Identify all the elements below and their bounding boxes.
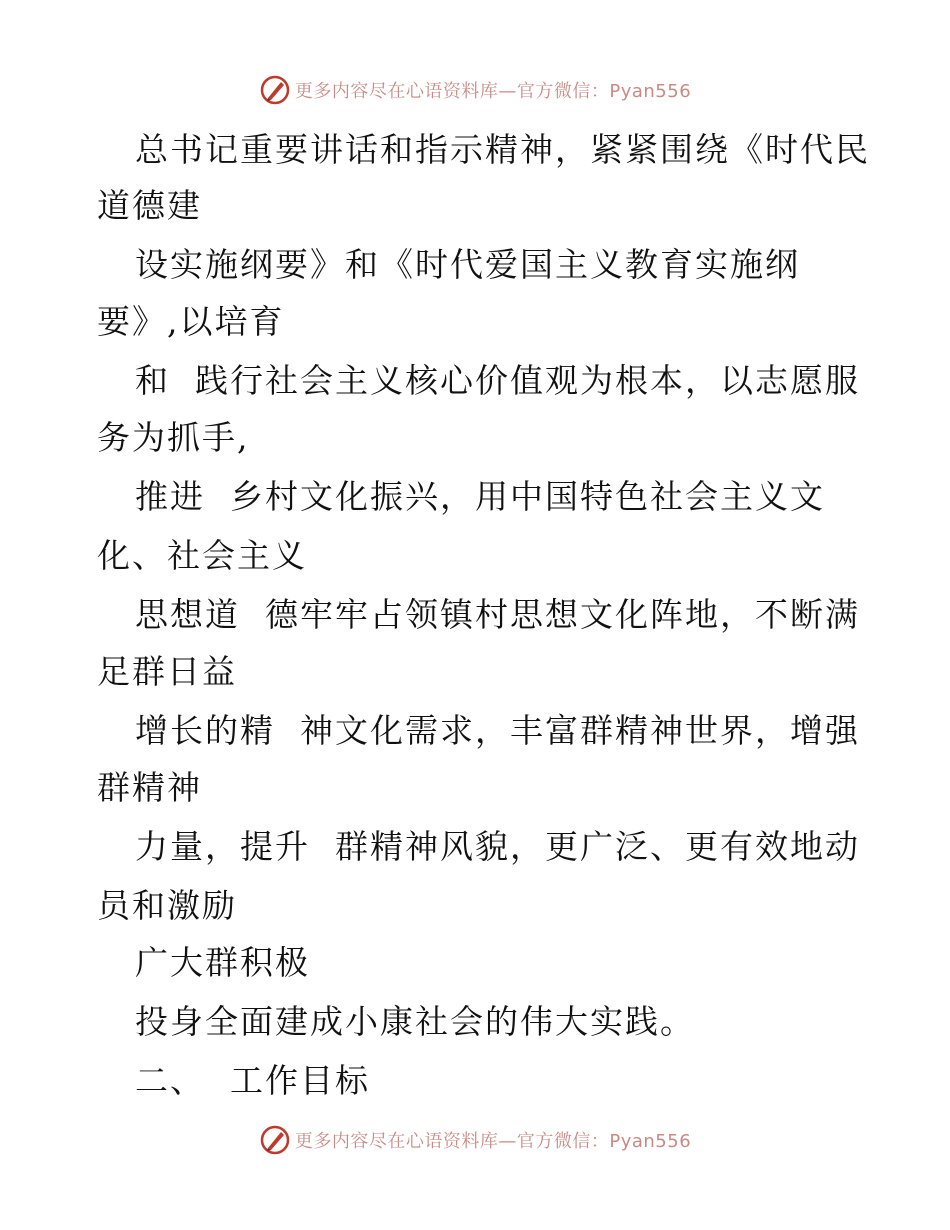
body-line: 群精神 (97, 768, 202, 807)
body-line: 化、社会主义 (97, 536, 307, 575)
section-heading: 二、 工作目标 (135, 1061, 370, 1100)
body-line: 道德建 (97, 186, 202, 225)
body-line: 广大群积极 (135, 943, 310, 982)
header-watermark-text: 更多内容尽在心语资料库—官方微信：Pyan556 (294, 81, 692, 102)
body-line: 设实施纲要》和《时代爱国主义教育实施纲 (135, 245, 800, 284)
body-line: 要》,以培育 (97, 302, 285, 341)
body-line: 员和激励 (97, 886, 237, 925)
footer-watermark (0, 1120, 950, 1160)
body-line: 投身全面建成小康社会的伟大实践。 (135, 1002, 695, 1041)
body-line: 增长的精 神文化需求，丰富群精神世界，增强 (135, 711, 860, 750)
body-line: 和 践行社会主义核心价值观为根本，以志愿服 (135, 361, 860, 400)
body-line: 足群日益 (97, 652, 237, 691)
body-line: 力量，提升 群精神风貌，更广泛、更有效地动 (135, 827, 860, 866)
footer-watermark-text: 更多内容尽在心语资料库—官方微信：Pyan556 (294, 1131, 692, 1152)
pen-logo-icon (259, 1124, 291, 1156)
pen-logo-icon (259, 74, 291, 106)
body-line: 务为抓手, (97, 418, 250, 457)
body-line: 总书记重要讲话和指示精神，紧紧围绕《时代民 (135, 130, 870, 169)
header-watermark (0, 70, 950, 110)
body-line: 推进 乡村文化振兴，用中国特色社会主义文 (135, 477, 825, 516)
body-line: 思想道 德牢牢占领镇村思想文化阵地，不断满 (135, 595, 860, 634)
